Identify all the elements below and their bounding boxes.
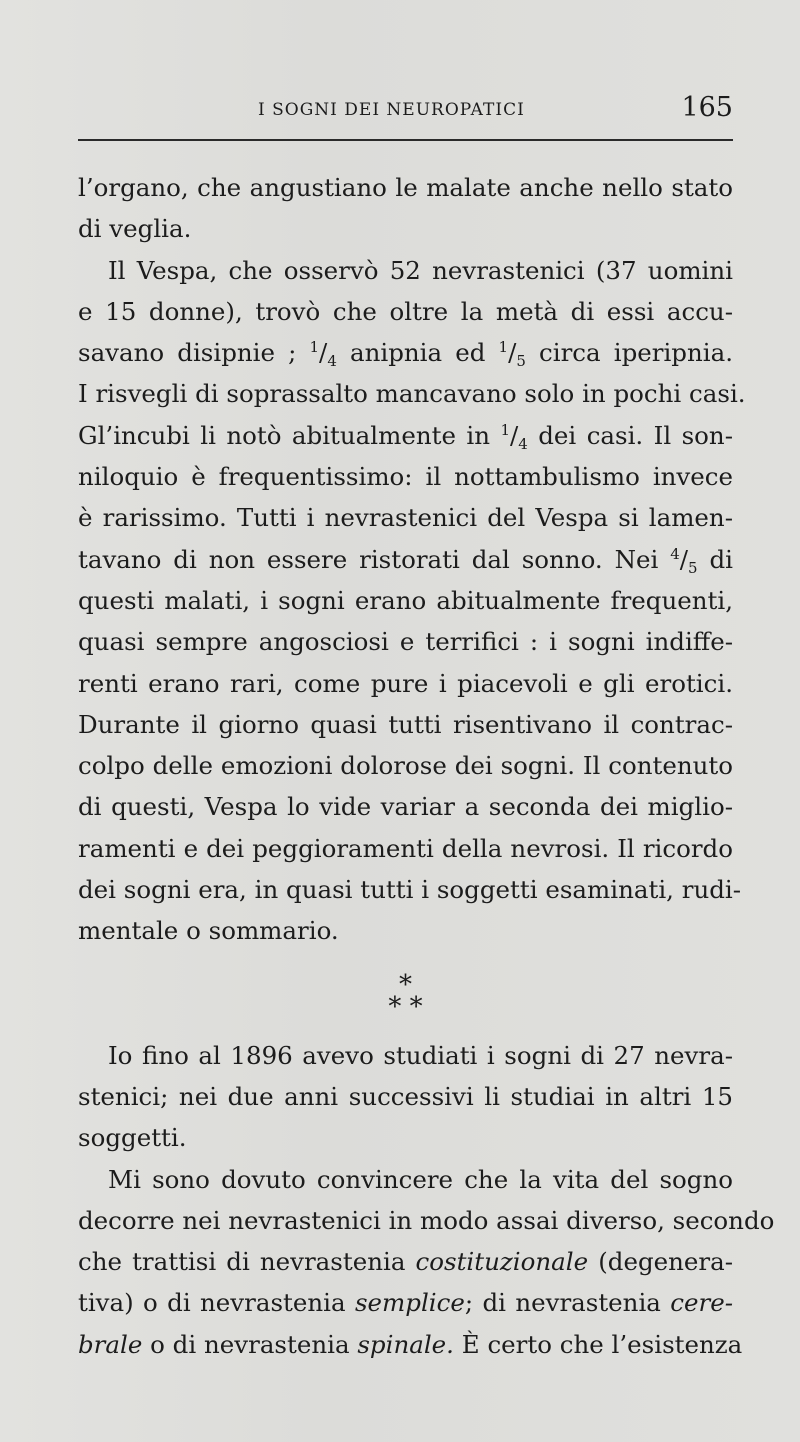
text-line: che trattisi di nevrastenia costituzionale (degenera- xyxy=(78,1247,734,1277)
italic-term: cere- xyxy=(670,1288,733,1318)
text-line: Io fino al 1896 avevo studiati i sogni di 27 nevra- xyxy=(108,1040,733,1070)
italic-term: brale xyxy=(78,1329,143,1359)
text-line: Mi sono dovuto convincere che la vita del sogno xyxy=(108,1164,733,1194)
text-line: tavano di non essere ristorati dal sonno. Nei $^4/_5$ di xyxy=(78,544,733,577)
body-text xyxy=(78,167,775,1365)
running-title: I SOGNI DEI NEUROPATICI xyxy=(258,100,525,120)
text-line: quasi sempre angosciosi e terrifici : i sogni indiffe- xyxy=(78,627,733,657)
italic-term: costituzionale xyxy=(415,1247,589,1277)
fraction-one-quarter: $^1/_4$ xyxy=(500,420,528,453)
text-line: I risvegli di soprassalto mancavano solo in pochi casi. xyxy=(78,379,746,409)
fraction-one-quarter: $^1/_4$ xyxy=(309,338,337,371)
text-line: renti erano rari, come pure i piacevoli e gli erotici. xyxy=(78,668,733,698)
text-line: Gl’incubi li notò abitualmente in $^1/_4$ dei casi. Il son- xyxy=(78,420,733,453)
text-line: soggetti. xyxy=(78,1123,187,1153)
text-line: colpo delle emozioni dolorose dei sogni. Il contenuto xyxy=(78,751,733,781)
text-line: decorre nei nevrastenici in modo assai diverso, secondo xyxy=(78,1205,775,1235)
header-rule xyxy=(78,139,733,141)
text-line: è rarissimo. Tutti i nevrastenici del Vespa si lamen- xyxy=(78,503,733,533)
text-line: stenici; nei due anni successivi li studiai in altri 15 xyxy=(78,1081,733,1111)
text-line: di questi, Vespa lo vide variar a seconda dei miglio- xyxy=(78,792,733,822)
text-line: tiva) o di nevrastenia semplice; di nevrastenia cere- xyxy=(78,1288,733,1318)
text-line: brale o di nevrastenia spinale. È certo che l’esistenza xyxy=(78,1329,743,1359)
asterism-separator xyxy=(78,952,733,1035)
page-header xyxy=(78,92,733,132)
fraction-one-fifth: $^1/_5$ xyxy=(498,338,526,371)
text-line: di veglia. xyxy=(78,214,192,244)
text-line: Durante il giorno quasi tutti risentivano il contrac- xyxy=(78,709,733,739)
asterism-bottom: * * xyxy=(388,991,423,1022)
text-line: l’organo, che angustiano le malate anche nello stato xyxy=(78,173,733,202)
text-line: Il Vespa, che osservò 52 nevrastenici (37 uomini xyxy=(108,255,733,285)
italic-term: spinale. xyxy=(357,1329,454,1359)
text-line: niloquio è frequentissimo: il nottambulismo invece xyxy=(78,462,733,492)
text-line: ramenti e dei peggioramenti della nevrosi. Il ricordo xyxy=(78,833,733,863)
text-line: e 15 donne), trovò che oltre la metà di essi accu- xyxy=(78,296,733,326)
page-number: 165 xyxy=(681,92,733,123)
text-line: questi malati, i sogni erano abitualmente frequenti, xyxy=(78,585,733,615)
italic-term: semplice xyxy=(354,1288,465,1318)
fraction-four-fifths: $^4/_5$ xyxy=(670,544,698,577)
text-line: savano disipnie ; $^1/_4$ anipnia ed $^1/_5$ circa iperipnia. xyxy=(78,338,734,371)
text-line: mentale o sommario. xyxy=(78,916,339,946)
text-line: dei sogni era, in quasi tutti i soggetti esaminati, rudi- xyxy=(78,875,742,905)
asterism-top: * xyxy=(399,969,412,1000)
